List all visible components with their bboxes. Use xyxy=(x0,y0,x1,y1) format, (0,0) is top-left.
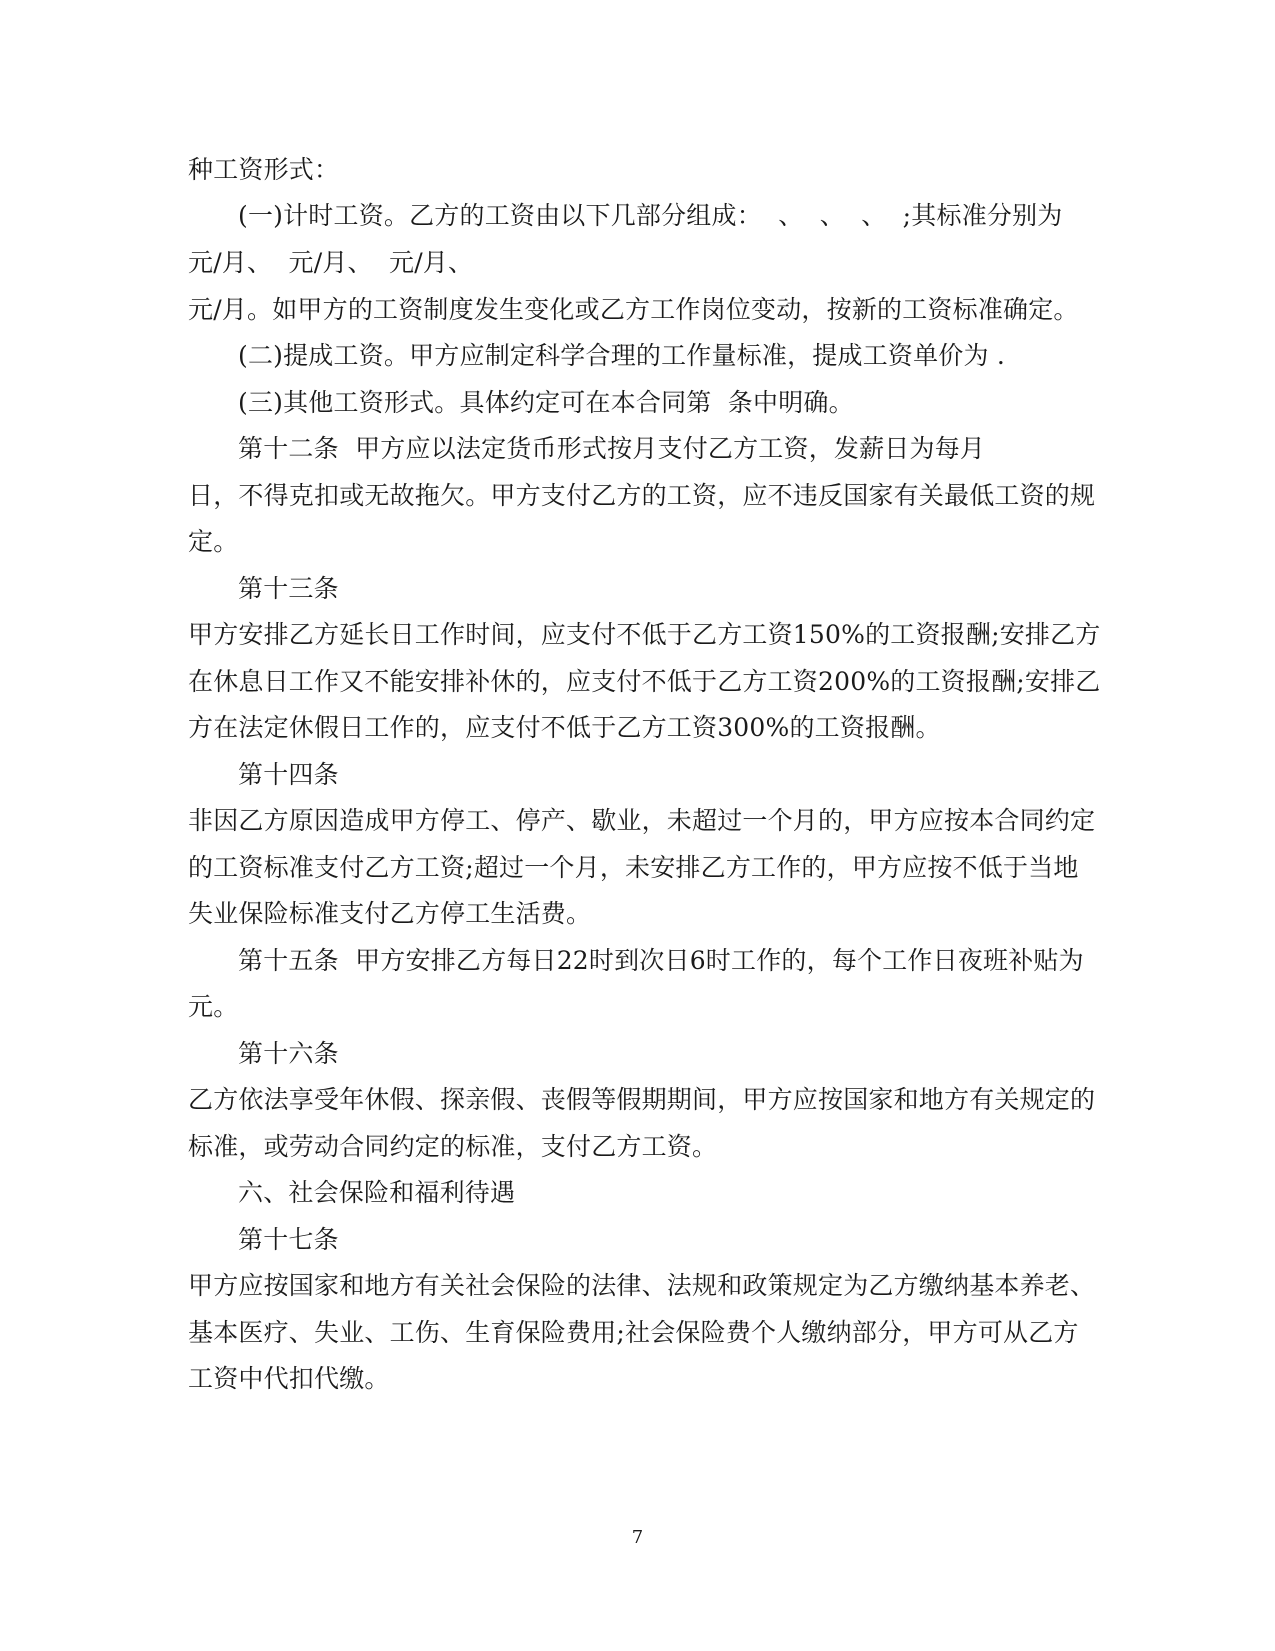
text-line: 基本医疗、失业、工伤、生育保险费用;社会保险费个人缴纳部分，甲方可从乙方 xyxy=(188,1318,1079,1347)
text-line: (二)提成工资。甲方应制定科学合理的工作量标准，提成工资单价为 . xyxy=(238,341,1006,370)
text-line: 种工资形式： xyxy=(188,155,340,184)
text-line: 方在法定休假日工作的，应支付不低于乙方工资300%的工资报酬。 xyxy=(188,713,941,742)
text-line: 失业保险标准支付乙方停工生活费。 xyxy=(188,899,592,928)
text-line: 标准，或劳动合同约定的标准，支付乙方工资。 xyxy=(188,1132,718,1161)
text-line: 第十三条 xyxy=(238,574,339,603)
text-line: 乙方依法享受年休假、探亲假、丧假等假期期间，甲方应按国家和地方有关规定的 xyxy=(188,1085,1096,1114)
text-line: 甲方安排乙方延长日工作时间，应支付不低于乙方工资150%的工资报酬;安排乙方 xyxy=(188,620,1101,649)
text-line: 甲方应按国家和地方有关社会保险的法律、法规和政策规定为乙方缴纳基本养老、 xyxy=(188,1271,1096,1300)
text-line: 日，不得克扣或无故拖欠。甲方支付乙方的工资，应不违反国家有关最低工资的规 xyxy=(188,481,1096,510)
text-line: 第十六条 xyxy=(238,1039,339,1068)
text-line: 元/月、 元/月、 元/月、 xyxy=(188,248,474,277)
text-line: 工资中代扣代缴。 xyxy=(188,1364,390,1393)
text-line: 元。 xyxy=(188,992,239,1021)
text-line: 非因乙方原因造成甲方停工、停产、歇业，未超过一个月的，甲方应按本合同约定 xyxy=(188,806,1096,835)
text-line: 第十四条 xyxy=(238,760,339,789)
text-line: 的工资标准支付乙方工资;超过一个月，未安排乙方工作的，甲方应按不低于当地 xyxy=(188,853,1079,882)
section-heading: 六、社会保险和福利待遇 xyxy=(238,1178,516,1207)
text-line: 元/月。如甲方的工资制度发生变化或乙方工作岗位变动，按新的工资标准确定。 xyxy=(188,295,1079,324)
text-line: (三)其他工资形式。具体约定可在本合同第 条中明确。 xyxy=(238,388,854,417)
text-line: 第十五条 甲方安排乙方每日22时到次日6时工作的，每个工作日夜班补贴为 xyxy=(238,946,1084,975)
text-line: 第十二条 甲方应以法定货币形式按月支付乙方工资，发薪日为每月 xyxy=(238,434,986,463)
text-line: 定。 xyxy=(188,527,239,556)
text-line: 在休息日工作又不能安排补休的，应支付不低于乙方工资200%的工资报酬;安排乙 xyxy=(188,667,1101,696)
text-line: 第十七条 xyxy=(238,1225,339,1254)
text-line: (一)计时工资。乙方的工资由以下几部分组成： 、 、 、 ;其标准分别为 xyxy=(238,201,1063,230)
page-number: 7 xyxy=(631,1527,644,1548)
